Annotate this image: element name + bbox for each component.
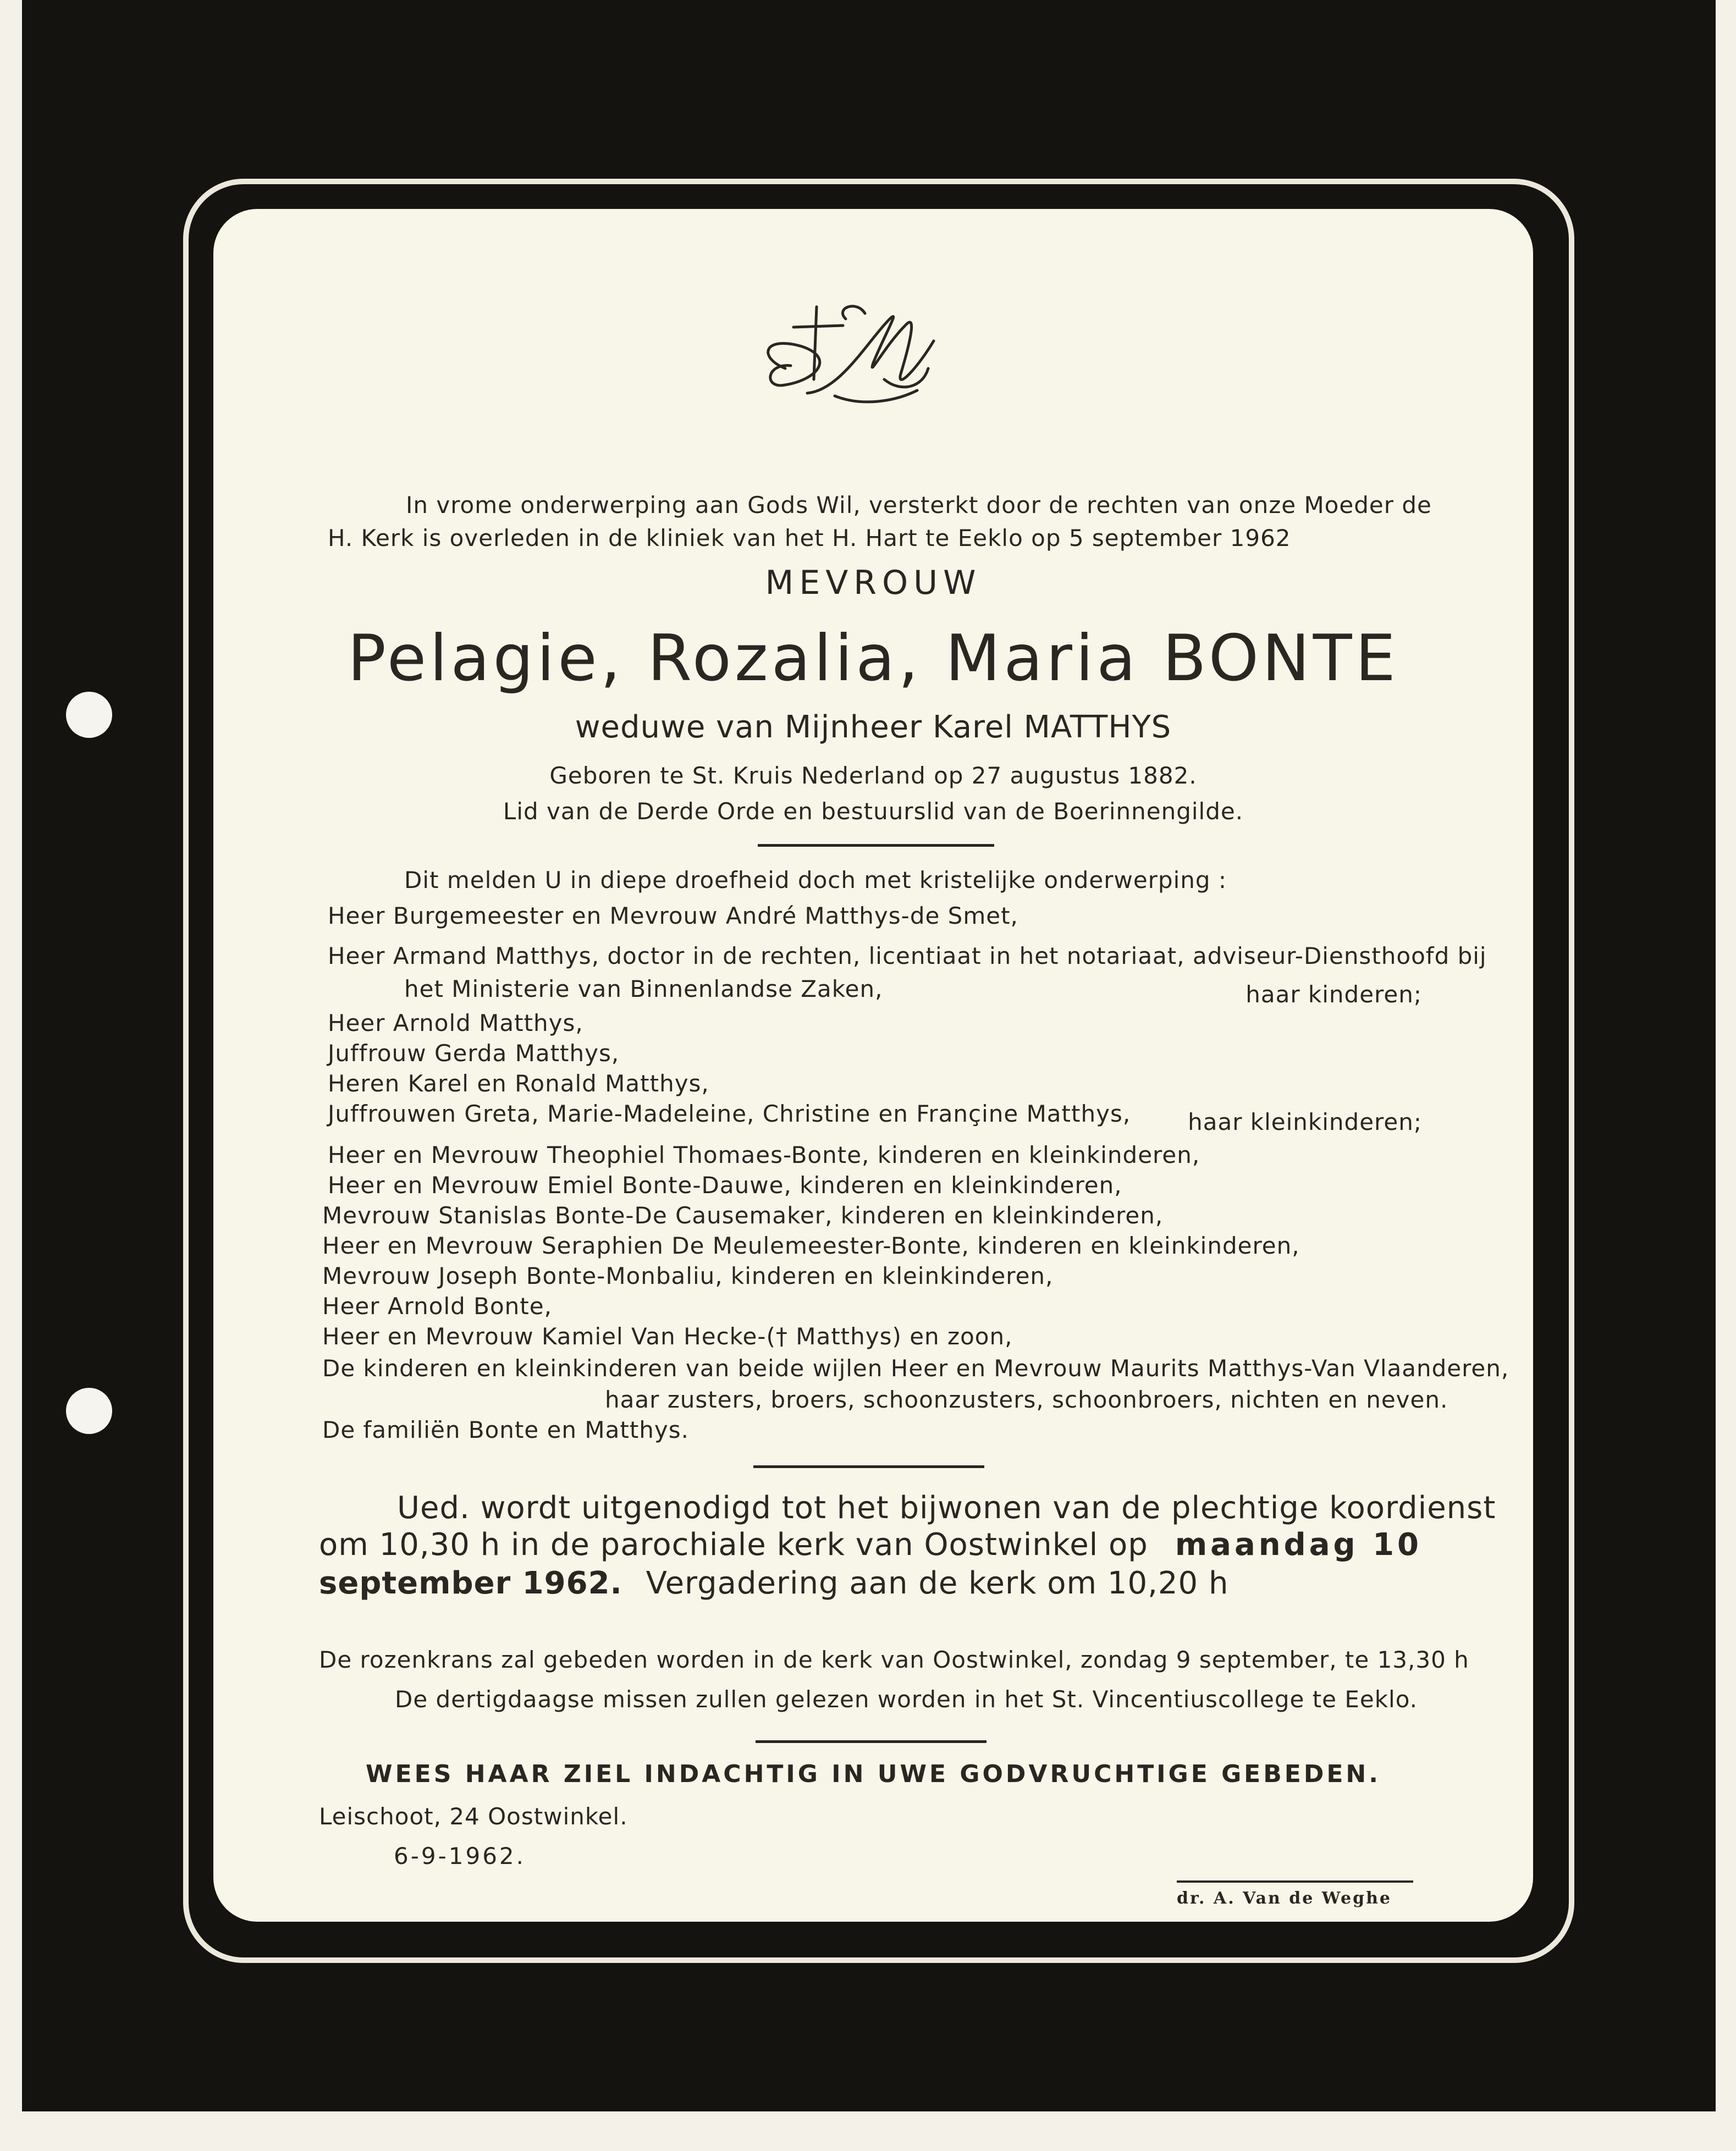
invite-date-bold: september 1962. [319, 1565, 622, 1601]
announce-line: Dit melden U in diepe droefheid doch met kristelijke onderwerping : [404, 867, 1227, 894]
intro-line: In vrome onderwerping aan Gods Wil, versterkt door de rechten van onze Moeder de [406, 492, 1432, 519]
family-line: haar zusters, broers, schoonzusters, schoonbroers, nichten en neven. [605, 1386, 1448, 1413]
widow-line: weduwe van Mijnheer Karel MATTHYS [575, 709, 1172, 745]
birth-line: Geboren te St. Kruis Nederland op 27 augustus 1882. [549, 762, 1197, 789]
masses-line: De dertigdaagse missen zullen gelezen worden in het St. Vincentiuscollege te Eeklo. [395, 1686, 1418, 1713]
membership-line: Lid van de Derde Orde en bestuurslid van de Boerinnengilde. [503, 798, 1244, 825]
invite-text: om 10,30 h in de parochiale kerk van Oostwinkel op [319, 1527, 1148, 1563]
divider [758, 844, 994, 847]
address-line: Leischoot, 24 Oostwinkel. [319, 1803, 628, 1830]
punch-hole [66, 692, 112, 738]
family-line: De kinderen en kleinkinderen van beide wijlen Heer en Mevrouw Maurits Matthys-Van Vlaanderen, [322, 1355, 1509, 1382]
family-line: het Ministerie van Binnenlandse Zaken, [404, 975, 883, 1002]
family-line: Heren Karel en Ronald Matthys, [328, 1070, 709, 1097]
deceased-name: Pelagie, Rozalia, Maria BONTE [348, 621, 1399, 696]
rosary-line: De rozenkrans zal gebeden worden in de kerk van Oostwinkel, zondag 9 september, te 13,30 h [319, 1646, 1469, 1673]
invite-line [319, 1565, 1229, 1601]
family-line: Juffrouwen Greta, Marie-Madeleine, Christine en Françine Matthys, [328, 1100, 1131, 1127]
invite-text: Vergadering aan de kerk om 10,20 h [646, 1565, 1229, 1601]
family-line: Mevrouw Stanislas Bonte-De Causemaker, kinderen en kleinkinderen, [322, 1202, 1164, 1229]
family-line: Heer Burgemeester en Mevrouw André Matthys-de Smet, [328, 902, 1018, 929]
date-line: 6-9-1962. [394, 1843, 526, 1869]
family-line: Mevrouw Joseph Bonte-Monbaliu, kinderen en kleinkinderen, [322, 1262, 1054, 1289]
printer-rule [1177, 1880, 1413, 1883]
family-line: Juffrouw Gerda Matthys, [328, 1040, 620, 1067]
invite-line [319, 1527, 1422, 1563]
punch-hole [66, 1388, 112, 1434]
family-line: Heer en Mevrouw Theophiel Thomaes-Bonte, kinderen en kleinkinderen, [328, 1141, 1200, 1168]
invite-date-bold: maandag 10 [1175, 1527, 1422, 1563]
title: MEVROUW [765, 564, 982, 602]
family-line-role: haar kinderen; [1245, 981, 1422, 1008]
printer-credit: dr. A. Van de Weghe [1177, 1889, 1392, 1908]
family-line: Heer Armand Matthys, doctor in de rechten, licentiaat in het notariaat, adviseur-Diensthoofd bij [328, 942, 1487, 969]
prayer-line: WEES HAAR ZIEL INDACHTIG IN UWE GODVRUCHTIGE GEBEDEN. [366, 1760, 1381, 1788]
family-line: De familiën Bonte en Matthys. [322, 1416, 689, 1443]
family-line: Heer Arnold Bonte, [322, 1293, 552, 1320]
family-line: Heer en Mevrouw Kamiel Van Hecke-(† Matthys) en zoon, [322, 1323, 1013, 1350]
intro-line: H. Kerk is overleden in de kliniek van het H. Hart te Eeklo op 5 september 1962 [328, 525, 1291, 551]
family-line: Heer en Mevrouw Emiel Bonte-Dauwe, kinderen en kleinkinderen, [328, 1172, 1122, 1199]
family-line: Heer Arnold Matthys, [328, 1010, 583, 1036]
divider [756, 1740, 987, 1743]
family-line-role: haar kleinkinderen; [1188, 1108, 1422, 1135]
family-line: Heer en Mevrouw Seraphien De Meulemeester-Bonte, kinderen en kleinkinderen, [322, 1232, 1300, 1259]
divider [753, 1465, 984, 1468]
cross-m-monogram-icon [752, 297, 961, 423]
invite-line: Ued. wordt uitgenodigd tot het bijwonen van de plechtige koordienst [397, 1490, 1496, 1526]
